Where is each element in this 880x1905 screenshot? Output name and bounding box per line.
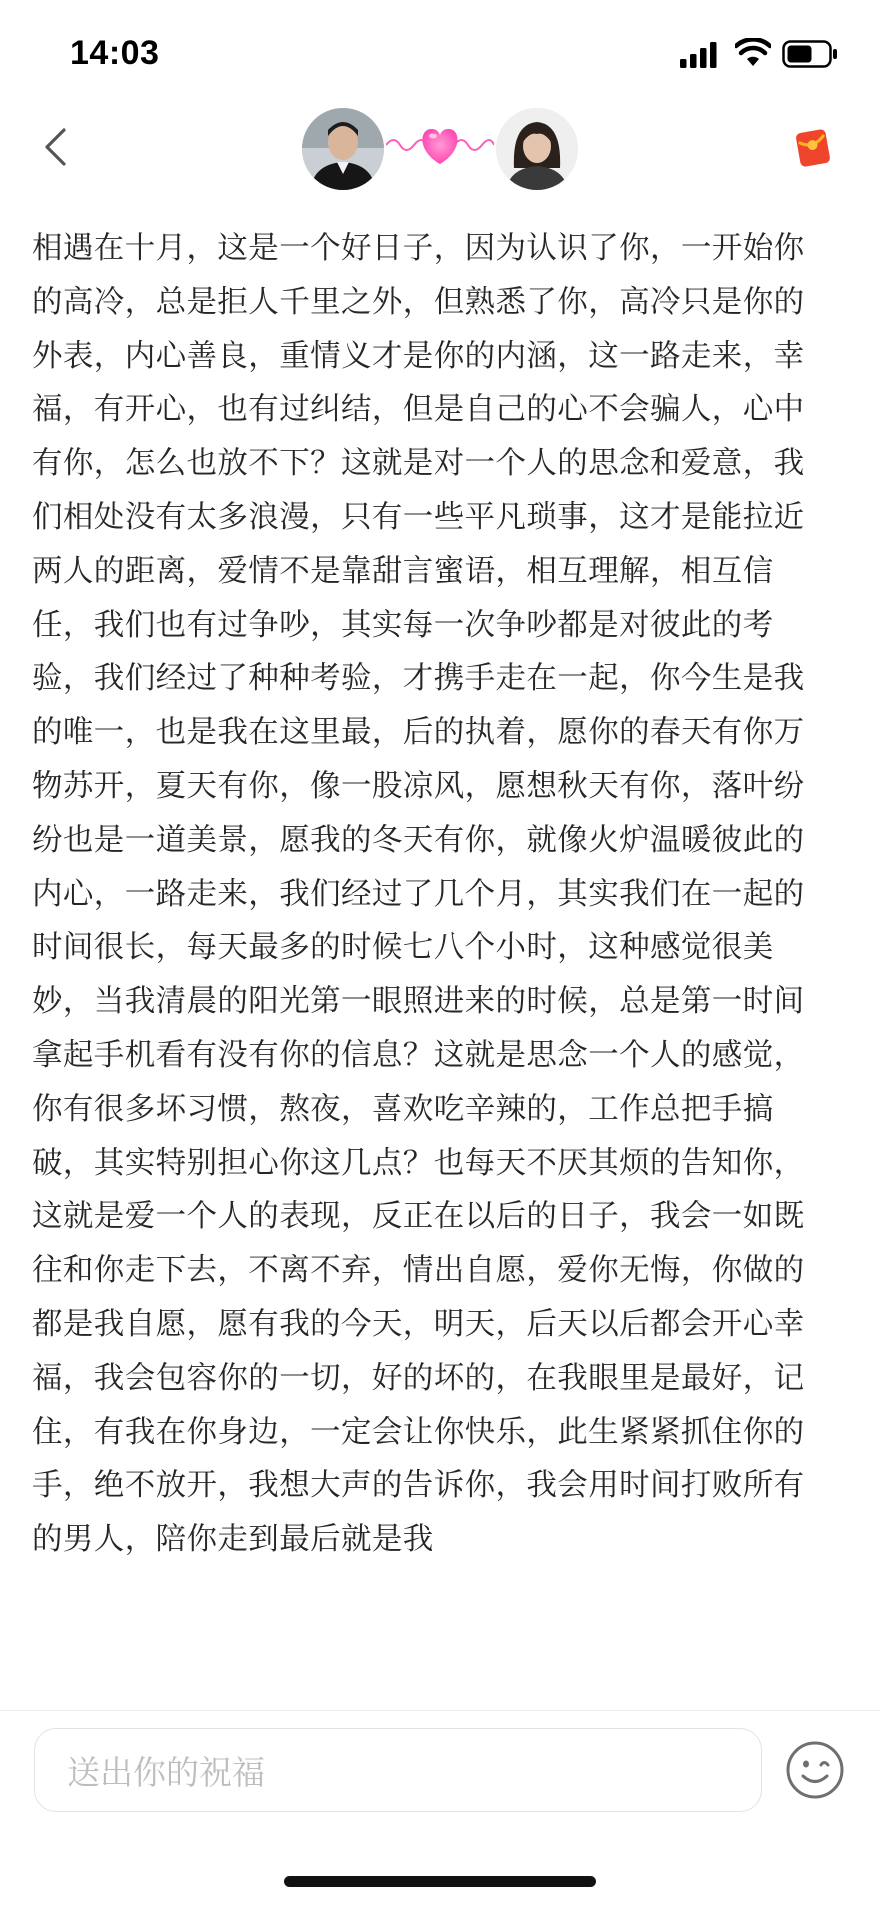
blessing-input-placeholder: 送出你的祝福 [67, 1752, 265, 1792]
blessing-input[interactable] [34, 1728, 762, 1812]
avatar-female[interactable] [496, 108, 578, 190]
female-portrait-image [496, 108, 578, 190]
red-envelope-button[interactable] [795, 128, 831, 168]
home-indicator[interactable] [284, 1876, 596, 1887]
emoji-button[interactable] [784, 1739, 846, 1801]
chevron-left-icon [42, 127, 68, 167]
male-portrait-image [302, 108, 384, 190]
composer-divider [0, 1710, 880, 1711]
red-envelope-icon [795, 128, 831, 168]
battery-icon [782, 40, 838, 68]
chat-header [0, 100, 880, 210]
smiley-icon [784, 1739, 846, 1801]
status-time: 14:03 [70, 34, 160, 72]
avatar-male[interactable] [302, 108, 384, 190]
heart-icon [386, 120, 494, 170]
wifi-icon [735, 38, 771, 68]
back-button[interactable] [30, 122, 80, 172]
message-text: 相遇在十月，这是一个好日子，因为认识了你，一开始你的高冷，总是拒人千里之外，但熟悉了你，高冷只是你的外表，内心善良，重情义才是你的内涵，这一路走来，幸福，有开心，也有过纠结，但是自己的心不会骗人，心中有你，怎么也放不下？这就是对一个人的思念和爱意，我们相处没有太多浪漫，只有一些平凡琐事，这才是能拉近两人的距离，爱情不是靠甜言蜜语，相互理解，相互信任，我们也有过争吵，其实每一次争吵都是对彼此的考验，我们经过了种种考验，才携手走在一起，你今生是我的唯一，也是我在这里最，后的执着，愿你的春天有你万物苏开，夏天有你，像一股凉风，愿想秋天有你，落叶纷纷也是一道美景，愿我的冬天有你，就像火炉温暖彼此的内心，一路走来，我们经过了几个月，其实我们在一起的时间很长，每天最多的时候七八个小时，这种感觉很美妙，当我清晨的阳光第一眼照进来的时候，总是第一时间拿起手机看有没有你的信息？这就是思念一个人的感觉，你有很多坏习惯，熬夜，喜欢吃辛辣的，工作总把手搞破，其实特别担心你这几点？也每天不厌其烦的告知你，这就是爱一个人的表现，反正在以后的日子，我会一如既往和你走下去，不离不弃，情出自愿，爱你无悔，你做的都是我自愿，愿有我的今天，明天，后天以后都会开心幸福，我会包容你的一切，好的坏的，在我眼里是最好，记住，有我在你身边，一定会让你快乐，此生紧紧抓住你的手，绝不放开，我想大声的告诉你，我会用时间打败所有的男人，陪你走到最后就是我 [32, 231, 805, 1558]
cellular-signal-icon [680, 42, 718, 68]
status-bar [0, 0, 880, 110]
